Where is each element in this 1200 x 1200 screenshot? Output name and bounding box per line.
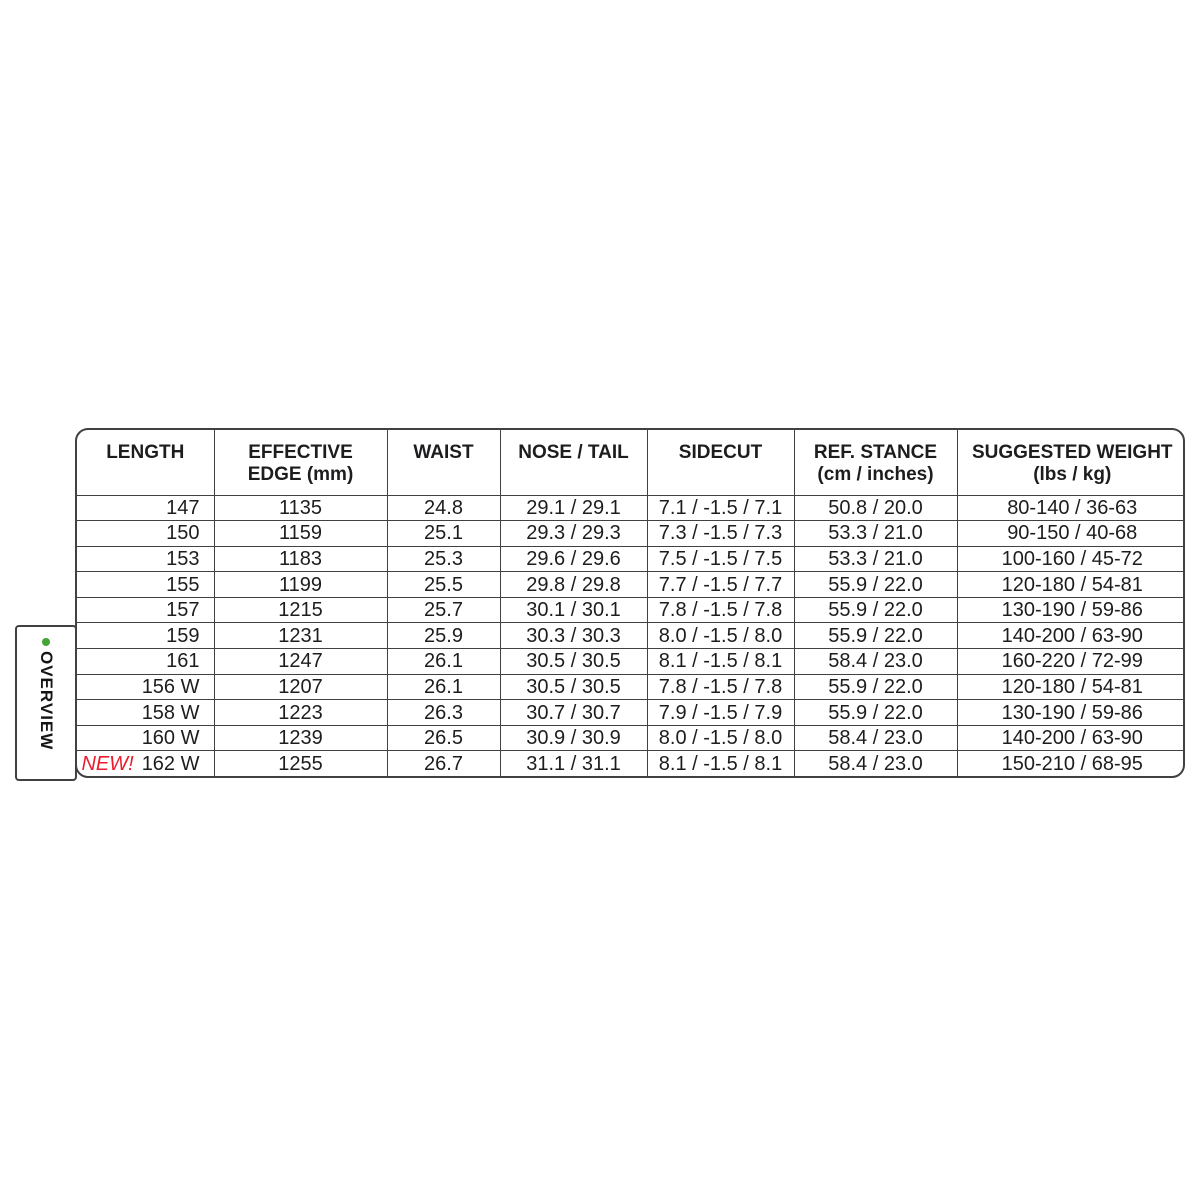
- cell-nose-tail: 29.8 / 29.8: [500, 572, 647, 598]
- cell-ref-stance: 55.9 / 22.0: [794, 572, 957, 598]
- cell-sidecut: 7.3 / -1.5 / 7.3: [647, 521, 794, 547]
- table-row: [77, 597, 1185, 623]
- cell-waist: 25.7: [387, 597, 500, 623]
- cell-length: 159: [77, 623, 214, 649]
- overview-bullet-icon: [42, 638, 50, 646]
- cell-suggested-weight: 100-160 / 45-72: [957, 546, 1185, 572]
- cell-nose-tail: 30.7 / 30.7: [500, 700, 647, 726]
- cell-length: 161: [77, 649, 214, 675]
- column-header-length: LENGTH: [77, 430, 214, 495]
- cell-length: 160 W: [77, 725, 214, 751]
- cell-suggested-weight: 90-150 / 40-68: [957, 521, 1185, 547]
- new-badge: NEW!: [81, 752, 134, 775]
- cell-nose-tail: 30.5 / 30.5: [500, 649, 647, 675]
- cell-nose-tail: 30.9 / 30.9: [500, 725, 647, 751]
- table-row: [77, 725, 1185, 751]
- cell-sidecut: 8.0 / -1.5 / 8.0: [647, 623, 794, 649]
- cell-nose-tail: 31.1 / 31.1: [500, 751, 647, 777]
- cell-sidecut: 7.8 / -1.5 / 7.8: [647, 597, 794, 623]
- cell-suggested-weight: 130-190 / 59-86: [957, 700, 1185, 726]
- cell-suggested-weight: 120-180 / 54-81: [957, 572, 1185, 598]
- cell-suggested-weight: 150-210 / 68-95: [957, 751, 1185, 777]
- cell-sidecut: 7.7 / -1.5 / 7.7: [647, 572, 794, 598]
- cell-ref-stance: 55.9 / 22.0: [794, 623, 957, 649]
- cell-length: 153: [77, 546, 214, 572]
- cell-effective-edge: 1159: [214, 521, 387, 547]
- table-row: [77, 649, 1185, 675]
- cell-ref-stance: 58.4 / 23.0: [794, 751, 957, 777]
- column-header-effective-edge: EFFECTIVE EDGE (mm): [214, 430, 387, 495]
- cell-effective-edge: 1239: [214, 725, 387, 751]
- column-header-sidecut: SIDECUT: [647, 430, 794, 495]
- cell-suggested-weight: 80-140 / 36-63: [957, 495, 1185, 521]
- cell-nose-tail: 30.5 / 30.5: [500, 674, 647, 700]
- cell-sidecut: 8.0 / -1.5 / 8.0: [647, 725, 794, 751]
- size-spec-table: [77, 430, 1185, 777]
- cell-effective-edge: 1207: [214, 674, 387, 700]
- cell-length: 150: [77, 521, 214, 547]
- cell-length: 155: [77, 572, 214, 598]
- table-row: [77, 623, 1185, 649]
- cell-ref-stance: 53.3 / 21.0: [794, 546, 957, 572]
- cell-waist: 25.1: [387, 521, 500, 547]
- cell-effective-edge: 1255: [214, 751, 387, 777]
- column-header-ref-stance: REF. STANCE (cm / inches): [794, 430, 957, 495]
- cell-effective-edge: 1135: [214, 495, 387, 521]
- cell-effective-edge: 1247: [214, 649, 387, 675]
- cell-nose-tail: 29.1 / 29.1: [500, 495, 647, 521]
- cell-length: 147: [77, 495, 214, 521]
- cell-length: [77, 751, 214, 777]
- cell-waist: 26.1: [387, 674, 500, 700]
- cell-ref-stance: 53.3 / 21.0: [794, 521, 957, 547]
- cell-ref-stance: 58.4 / 23.0: [794, 725, 957, 751]
- length-value: 162 W: [141, 752, 200, 775]
- table-row: [77, 572, 1185, 598]
- column-header-nose-tail: NOSE / TAIL: [500, 430, 647, 495]
- cell-effective-edge: 1199: [214, 572, 387, 598]
- size-spec-table-container: [75, 428, 1185, 778]
- cell-suggested-weight: 140-200 / 63-90: [957, 623, 1185, 649]
- cell-suggested-weight: 140-200 / 63-90: [957, 725, 1185, 751]
- table-row: [77, 674, 1185, 700]
- cell-ref-stance: 55.9 / 22.0: [794, 597, 957, 623]
- cell-waist: 26.5: [387, 725, 500, 751]
- cell-waist: 26.7: [387, 751, 500, 777]
- cell-effective-edge: 1231: [214, 623, 387, 649]
- cell-effective-edge: 1183: [214, 546, 387, 572]
- cell-length: 157: [77, 597, 214, 623]
- cell-nose-tail: 30.1 / 30.1: [500, 597, 647, 623]
- cell-sidecut: 7.8 / -1.5 / 7.8: [647, 674, 794, 700]
- cell-nose-tail: 29.6 / 29.6: [500, 546, 647, 572]
- table-row: [77, 546, 1185, 572]
- cell-waist: 26.3: [387, 700, 500, 726]
- cell-sidecut: 8.1 / -1.5 / 8.1: [647, 751, 794, 777]
- cell-effective-edge: 1223: [214, 700, 387, 726]
- cell-ref-stance: 58.4 / 23.0: [794, 649, 957, 675]
- cell-waist: 25.3: [387, 546, 500, 572]
- cell-nose-tail: 29.3 / 29.3: [500, 521, 647, 547]
- cell-ref-stance: 55.9 / 22.0: [794, 674, 957, 700]
- overview-label: OVERVIEW: [37, 651, 56, 751]
- overview-tab: [15, 625, 77, 781]
- cell-waist: 25.5: [387, 572, 500, 598]
- cell-sidecut: 7.1 / -1.5 / 7.1: [647, 495, 794, 521]
- cell-waist: 26.1: [387, 649, 500, 675]
- cell-length: 156 W: [77, 674, 214, 700]
- cell-ref-stance: 55.9 / 22.0: [794, 700, 957, 726]
- cell-waist: 25.9: [387, 623, 500, 649]
- header-row: [77, 430, 1185, 495]
- table-row: [77, 495, 1185, 521]
- cell-nose-tail: 30.3 / 30.3: [500, 623, 647, 649]
- table-row: [77, 751, 1185, 777]
- cell-suggested-weight: 160-220 / 72-99: [957, 649, 1185, 675]
- cell-sidecut: 7.9 / -1.5 / 7.9: [647, 700, 794, 726]
- table-row: [77, 700, 1185, 726]
- table-row: [77, 521, 1185, 547]
- column-header-waist: WAIST: [387, 430, 500, 495]
- cell-length: 158 W: [77, 700, 214, 726]
- cell-suggested-weight: 130-190 / 59-86: [957, 597, 1185, 623]
- column-header-suggested-weight: SUGGESTED WEIGHT (lbs / kg): [957, 430, 1185, 495]
- cell-effective-edge: 1215: [214, 597, 387, 623]
- cell-sidecut: 7.5 / -1.5 / 7.5: [647, 546, 794, 572]
- cell-sidecut: 8.1 / -1.5 / 8.1: [647, 649, 794, 675]
- cell-waist: 24.8: [387, 495, 500, 521]
- cell-suggested-weight: 120-180 / 54-81: [957, 674, 1185, 700]
- cell-ref-stance: 50.8 / 20.0: [794, 495, 957, 521]
